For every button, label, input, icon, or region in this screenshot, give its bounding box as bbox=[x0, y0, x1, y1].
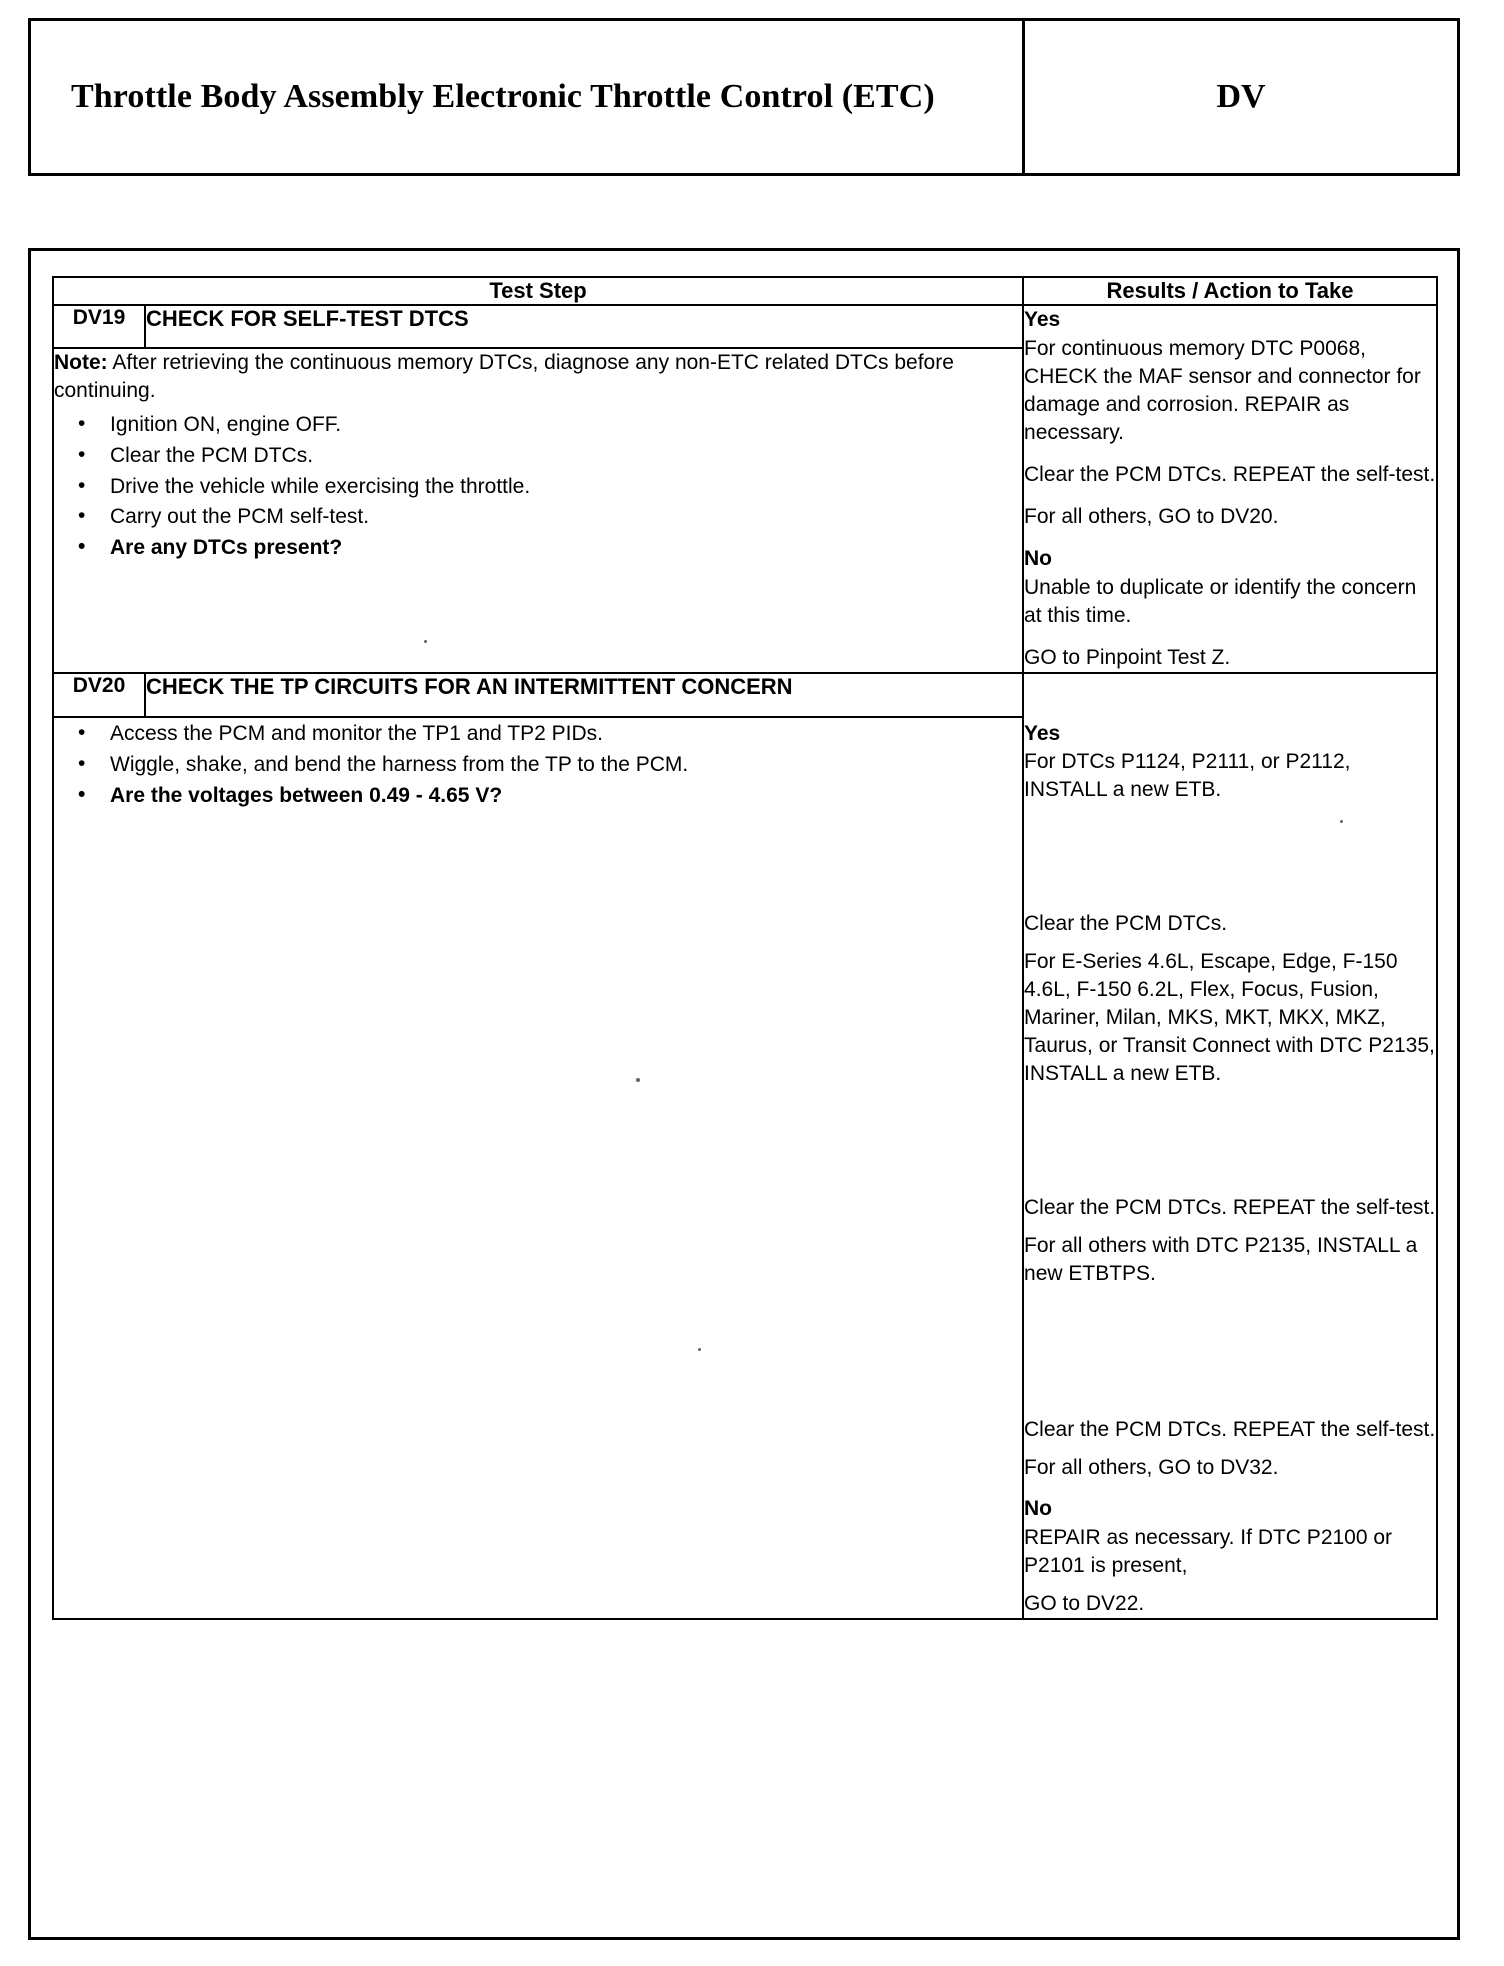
result-yes-para-1-dv20: For DTCs P1124, P2111, or P2112, INSTALL a new ETB. bbox=[1024, 750, 1351, 802]
result-yes-para-7-dv20: For all others, GO to DV32. bbox=[1024, 1455, 1279, 1479]
step-note-dv19 bbox=[54, 349, 1022, 405]
pinpoint-test-table bbox=[52, 276, 1438, 1620]
column-header-test-step: Test Step bbox=[53, 277, 1023, 305]
scan-speck bbox=[1340, 820, 1343, 823]
step-title-dv19: CHECK FOR SELF-TEST DTCS bbox=[145, 305, 1023, 348]
result-no-para-1-dv19: Unable to duplicate or identify the concern at this time. bbox=[1024, 575, 1417, 627]
results-spacer-1 bbox=[1024, 818, 1436, 910]
result-yes-para-5-dv20: For all others with DTC P2135, INSTALL a new ETBTPS. bbox=[1024, 1233, 1418, 1285]
list-item: • Drive the vehicle while exercising the throttle. bbox=[54, 473, 1022, 501]
results-cell-dv20 bbox=[1023, 673, 1437, 1620]
page-header bbox=[28, 18, 1460, 176]
results-spacer-2 bbox=[1024, 1102, 1436, 1194]
results-spacer-top bbox=[1024, 674, 1436, 720]
result-yes-para-6-dv20: Clear the PCM DTCs. REPEAT the self-test. bbox=[1024, 1417, 1436, 1441]
step-body-dv19 bbox=[53, 348, 1023, 672]
result-yes-para-1-dv19: For continuous memory DTC P0068, CHECK the MAF sensor and connector for damage and corrosion. REPAIR as necessary. bbox=[1024, 337, 1421, 445]
page-title: Throttle Body Assembly Electronic Throttle Control (ETC) bbox=[71, 77, 935, 115]
result-no-label-dv20: No bbox=[1024, 1497, 1053, 1521]
step-title-dv20: CHECK THE TP CIRCUITS FOR AN INTERMITTENT CONCERN bbox=[145, 673, 1023, 718]
list-item: • Carry out the PCM self-test. bbox=[54, 503, 1022, 531]
table-header-row bbox=[53, 277, 1437, 305]
result-yes-para-2-dv19: Clear the PCM DTCs. REPEAT the self-test. bbox=[1024, 463, 1436, 486]
result-no-para-1-dv20: REPAIR as necessary. If DTC P2100 or P2101 is present, bbox=[1024, 1526, 1393, 1578]
scan-speck bbox=[424, 640, 427, 643]
result-yes-para-4-dv20: Clear the PCM DTCs. REPEAT the self-test. bbox=[1024, 1195, 1436, 1219]
header-title-cell bbox=[31, 21, 1022, 173]
step-body-dv20 bbox=[53, 717, 1023, 1619]
scan-speck bbox=[636, 1078, 640, 1082]
result-yes-para-2-dv20: Clear the PCM DTCs. bbox=[1024, 912, 1228, 936]
list-item: • Ignition ON, engine OFF. bbox=[54, 411, 1022, 439]
result-yes-label-dv20: Yes bbox=[1024, 721, 1061, 745]
list-item: • Are any DTCs present? bbox=[54, 534, 1022, 562]
note-text-dv19: After retrieving the continuous memory DTCs, diagnose any non-ETC related DTCs before continuing. bbox=[54, 351, 954, 403]
header-section-code: DV bbox=[1216, 78, 1266, 115]
results-cell-dv19 bbox=[1023, 305, 1437, 672]
list-item: • Access the PCM and monitor the TP1 and TP2 PIDs. bbox=[54, 720, 1022, 748]
list-item: • Wiggle, shake, and bend the harness from the TP to the PCM. bbox=[54, 751, 1022, 779]
scan-speck bbox=[698, 1348, 701, 1351]
result-yes-label-dv19: Yes bbox=[1024, 308, 1061, 332]
result-no-para-2-dv20: GO to DV22. bbox=[1024, 1592, 1145, 1616]
step-id-dv19: DV19 bbox=[53, 305, 145, 348]
result-yes-para-3-dv19: For all others, GO to DV20. bbox=[1024, 504, 1279, 528]
step-list-dv20 bbox=[54, 720, 1022, 809]
column-header-results: Results / Action to Take bbox=[1023, 277, 1437, 305]
result-no-para-2-dv19: GO to Pinpoint Test Z. bbox=[1024, 645, 1231, 669]
results-spacer-3 bbox=[1024, 1302, 1436, 1416]
note-label-dv19: Note: bbox=[54, 351, 108, 375]
step-id-dv20: DV20 bbox=[53, 673, 145, 718]
list-item: • Clear the PCM DTCs. bbox=[54, 442, 1022, 470]
step-list-dv19 bbox=[54, 411, 1022, 562]
table-row bbox=[53, 673, 1437, 718]
result-no-label-dv19: No bbox=[1024, 546, 1053, 570]
list-item: • Are the voltages between 0.49 - 4.65 V? bbox=[54, 782, 1022, 810]
result-yes-para-3-dv20: For E-Series 4.6L, Escape, Edge, F-150 4.6L, F-150 6.2L, Flex, Focus, Fusion, Mariner, Milan, MKS, MKT, MKX, MKZ, Taurus, or Transit Connect with DTC P2135, INSTALL a new ETB. bbox=[1024, 950, 1435, 1085]
table-row bbox=[53, 305, 1437, 348]
